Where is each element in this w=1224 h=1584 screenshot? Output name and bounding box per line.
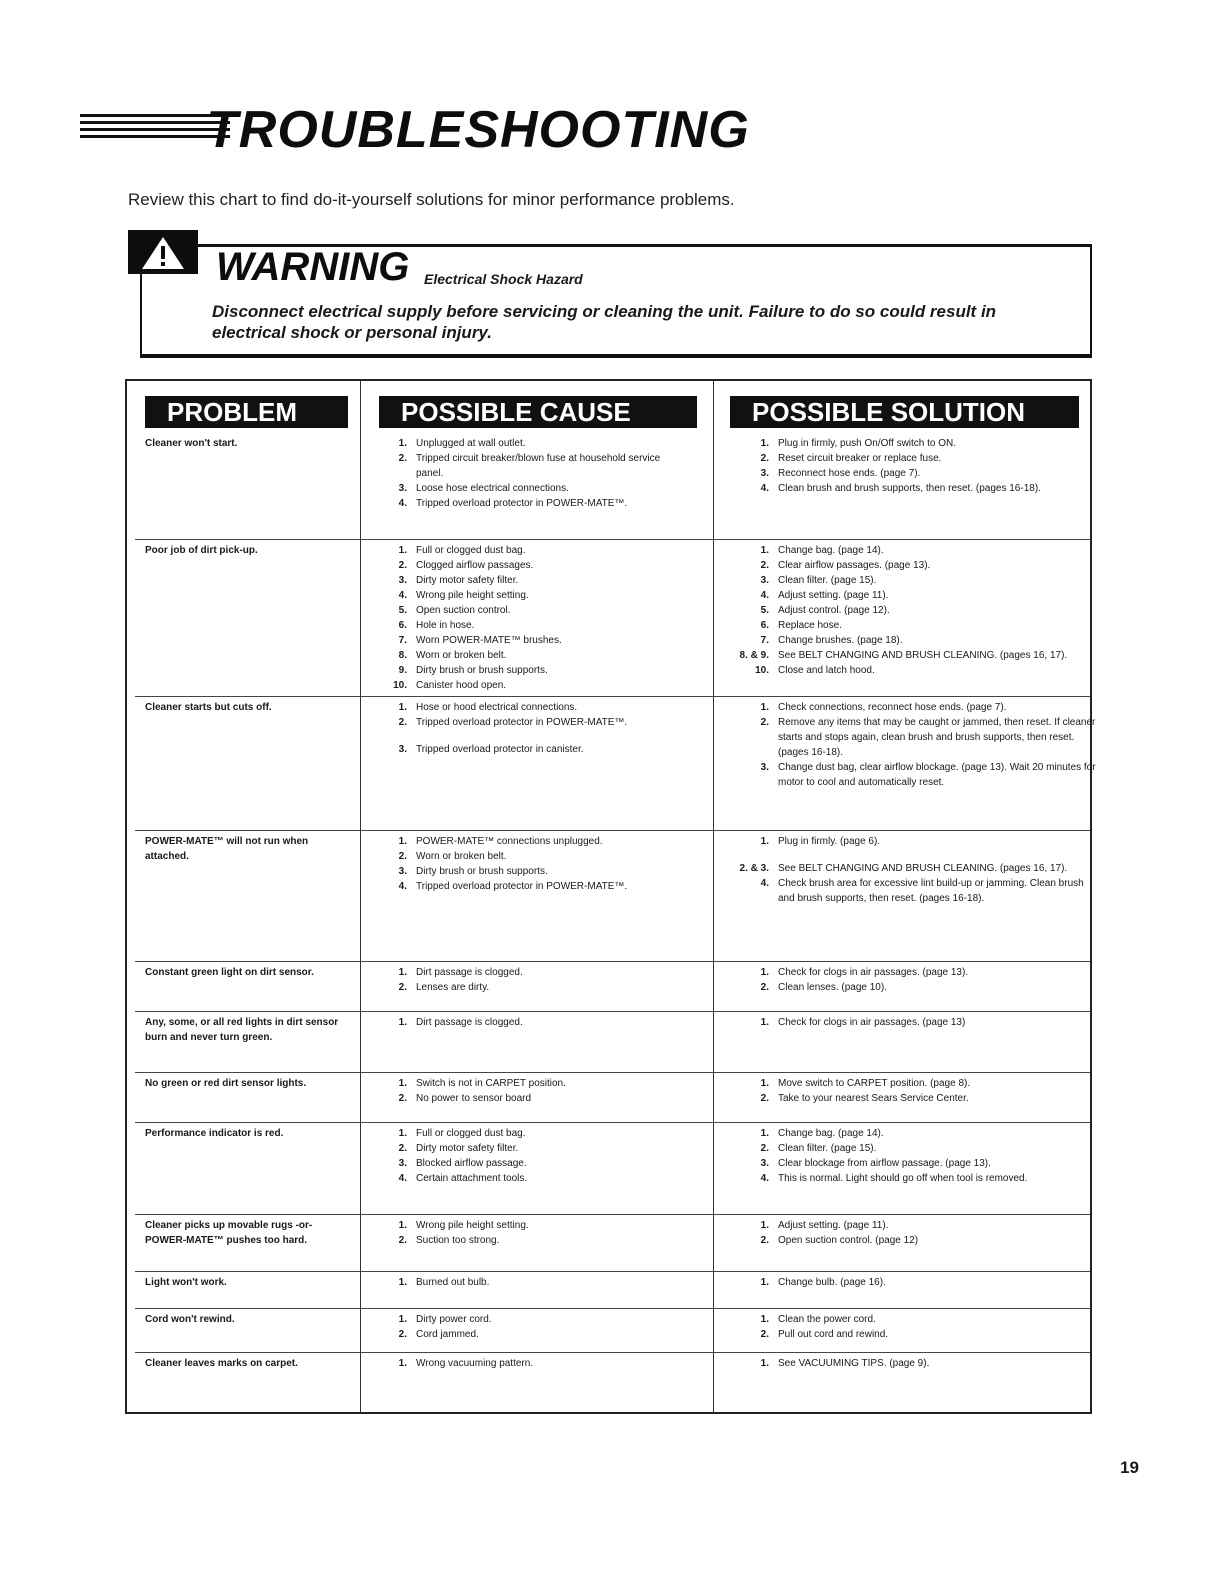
cause-item: [385, 849, 685, 864]
solution-list: [717, 543, 1097, 678]
cause-item: [385, 1015, 685, 1030]
item-number: 3.: [398, 866, 407, 877]
solution-list: [717, 1312, 1097, 1342]
table-row: [127, 831, 1090, 962]
item-text: Clean the power cord.: [778, 1314, 876, 1325]
item-number: 1.: [760, 1220, 769, 1231]
item-number: 6.: [398, 620, 407, 631]
solution-item: [717, 481, 1097, 496]
cause-item: [385, 742, 685, 757]
solution-list: [717, 1076, 1097, 1106]
item-number: 8.: [398, 650, 407, 661]
item-text: Clogged airflow passages.: [416, 560, 534, 571]
solution-item: [717, 663, 1097, 678]
table-row: [127, 540, 1090, 697]
item-number: 5.: [760, 605, 769, 616]
item-text: Move switch to CARPET position. (page 8).: [778, 1078, 971, 1089]
item-text: Tripped overload protector in canister.: [416, 744, 584, 755]
solution-item: [717, 760, 1097, 790]
problem-cell: Performance indicator is red.: [145, 1128, 284, 1139]
item-number: 4.: [760, 483, 769, 494]
item-number: 3.: [760, 762, 769, 773]
item-number: 2.: [760, 453, 769, 464]
item-text: Switch is not in CARPET position.: [416, 1078, 566, 1089]
cause-item: [385, 1126, 685, 1141]
item-text: Dirt passage is clogged.: [416, 967, 523, 978]
intro-text: Review this chart to find do-it-yourself solutions for minor performance problems.: [128, 190, 735, 209]
item-text: Open suction control. (page 12): [778, 1235, 919, 1246]
item-text: Tripped overload protector in POWER-MATE™.: [416, 881, 628, 892]
item-number: 4.: [398, 590, 407, 601]
cause-item: [385, 678, 685, 693]
item-text: Adjust setting. (page 11).: [778, 590, 889, 601]
item-number: 3.: [760, 468, 769, 479]
item-number: 1.: [760, 545, 769, 556]
item-text: Check brush area for excessive lint build-up or jamming. Clean brush and brush supports, then reset. (pages 16-18).: [778, 878, 1084, 904]
cause-item: [385, 1141, 685, 1156]
item-text: Tripped circuit breaker/blown fuse at household service panel.: [416, 453, 661, 479]
table-row: [127, 1309, 1090, 1353]
item-number: 2.: [398, 982, 407, 993]
item-number: 1.: [398, 836, 407, 847]
item-text: Check for clogs in air passages. (page 13).: [778, 967, 969, 978]
item-number: 1.: [398, 545, 407, 556]
solution-list: [717, 834, 1097, 906]
cause-item: [385, 573, 685, 588]
item-text: See BELT CHANGING AND BRUSH CLEANING. (pages 16, 17).: [778, 650, 1068, 661]
cause-item: [385, 588, 685, 603]
item-text: Change bulb. (page 16).: [778, 1277, 886, 1288]
problem-cell: Cleaner starts but cuts off.: [145, 702, 272, 713]
solution-item: [717, 1126, 1097, 1141]
cause-list: [385, 1218, 685, 1248]
item-text: Wrong pile height setting.: [416, 590, 529, 601]
page-title: TROUBLESHOOTING: [206, 101, 750, 159]
solution-item: [717, 1015, 1097, 1030]
solution-item: [717, 1076, 1097, 1091]
item-text: Reconnect hose ends. (page 7).: [778, 468, 921, 479]
header-problem: PROBLEM: [145, 396, 348, 428]
item-number: 3.: [760, 575, 769, 586]
cause-item: [385, 451, 685, 481]
item-number: 1.: [398, 1128, 407, 1139]
solution-item: [717, 618, 1097, 633]
item-number: 4.: [760, 878, 769, 889]
cause-item: [385, 1076, 685, 1091]
solution-item: [717, 1275, 1097, 1290]
solution-item: [717, 1141, 1097, 1156]
warning-triangle-icon: [140, 235, 186, 271]
troubleshooting-table: [125, 379, 1096, 1414]
solution-item: [717, 588, 1097, 603]
item-text: Lenses are dirty.: [416, 982, 490, 993]
item-number: 4.: [398, 1173, 407, 1184]
item-text: Change brushes. (page 18).: [778, 635, 903, 646]
cause-item: [385, 558, 685, 573]
item-number: 1.: [760, 1358, 769, 1369]
problem-cell: Constant green light on dirt sensor.: [145, 967, 314, 978]
cause-list: [385, 965, 685, 995]
cause-list: [385, 834, 685, 894]
item-number: 2.: [398, 1235, 407, 1246]
cause-item: [385, 496, 685, 511]
item-text: Wrong pile height setting.: [416, 1220, 529, 1231]
solution-item: [717, 1312, 1097, 1327]
item-text: Clean filter. (page 15).: [778, 1143, 877, 1154]
warning-body: Disconnect electrical supply before servicing or cleaning the unit. Failure to do so could result in electrical shock or personal injury.: [212, 302, 997, 342]
table-row: [127, 433, 1090, 540]
solution-list: [717, 1015, 1097, 1030]
solution-item: [717, 834, 1097, 849]
item-number: 2.: [398, 717, 407, 728]
item-text: See VACUUMING TIPS. (page 9).: [778, 1358, 930, 1369]
solution-item: [717, 558, 1097, 573]
cause-item: [385, 700, 685, 715]
solution-list: [717, 1218, 1097, 1248]
item-text: Tripped overload protector in POWER-MATE™.: [416, 498, 628, 509]
item-number: 1.: [398, 438, 407, 449]
item-number: 3.: [398, 744, 407, 755]
item-number: 1.: [760, 438, 769, 449]
item-text: Unplugged at wall outlet.: [416, 438, 526, 449]
item-text: Replace hose.: [778, 620, 842, 631]
solution-item: [717, 573, 1097, 588]
problem-cell: Cord won't rewind.: [145, 1314, 235, 1325]
cause-item: [385, 864, 685, 879]
item-number: 2.: [398, 560, 407, 571]
item-number: 1.: [760, 1078, 769, 1089]
cause-list: [385, 1076, 685, 1106]
table-row: [127, 962, 1090, 1012]
item-number: 4.: [760, 590, 769, 601]
cause-item: [385, 834, 685, 849]
item-text: Hose or hood electrical connections.: [416, 702, 578, 713]
table-row: [127, 1073, 1090, 1123]
item-number: 10.: [755, 665, 769, 676]
item-number: 1.: [760, 1017, 769, 1028]
item-text: Dirty power cord.: [416, 1314, 492, 1325]
item-number: 2.: [760, 560, 769, 571]
item-text: Dirty motor safety filter.: [416, 1143, 519, 1154]
item-text: Remove any items that may be caught or jammed, then reset. If cleaner starts and stops again, clean brush and brush supports, then reset. (pages 16-18).: [778, 717, 1096, 758]
item-text: Clean brush and brush supports, then reset. (pages 16-18).: [778, 483, 1041, 494]
item-text: POWER-MATE™ connections unplugged.: [416, 836, 603, 847]
warning-heading: WARNING: [216, 245, 410, 289]
table-row: [127, 1123, 1090, 1215]
item-text: Cord jammed.: [416, 1329, 479, 1340]
cause-list: [385, 1275, 685, 1290]
item-text: Pull out cord and rewind.: [778, 1329, 889, 1340]
item-number: 1.: [398, 1078, 407, 1089]
header-possible-solution: POSSIBLE SOLUTION: [730, 396, 1079, 428]
solution-item: [717, 1091, 1097, 1106]
cause-item: [385, 1218, 685, 1233]
item-text: Dirty brush or brush supports.: [416, 866, 548, 877]
item-number: 1.: [760, 967, 769, 978]
solution-item: [717, 466, 1097, 481]
cause-list: [385, 436, 685, 511]
cause-item: [385, 1171, 685, 1186]
problem-cell: Cleaner picks up movable rugs -or- POWER-MATE™ pushes too hard.: [145, 1220, 313, 1246]
item-text: Dirty brush or brush supports.: [416, 665, 548, 676]
item-text: Worn or broken belt.: [416, 851, 507, 862]
item-text: Check for clogs in air passages. (page 13): [778, 1017, 966, 1028]
item-number: 2.: [760, 1235, 769, 1246]
item-number: 1.: [398, 1314, 407, 1325]
cause-item: [385, 1091, 685, 1106]
item-text: Clean lenses. (page 10).: [778, 982, 887, 993]
item-text: Dirt passage is clogged.: [416, 1017, 523, 1028]
item-number: 1.: [398, 1358, 407, 1369]
cause-item: [385, 618, 685, 633]
cause-item: [385, 1275, 685, 1290]
item-text: Suction too strong.: [416, 1235, 500, 1246]
item-text: Canister hood open.: [416, 680, 507, 691]
item-number: 2.: [760, 982, 769, 993]
problem-cell: Light won't work.: [145, 1277, 227, 1288]
item-text: Clear blockage from airflow passage. (page 13).: [778, 1158, 991, 1169]
cause-item: [385, 633, 685, 648]
item-number: 1.: [760, 1314, 769, 1325]
item-number: 6.: [760, 620, 769, 631]
item-number: 5.: [398, 605, 407, 616]
item-number: 1.: [398, 702, 407, 713]
problem-cell: No green or red dirt sensor lights.: [145, 1078, 307, 1089]
cause-list: [385, 1312, 685, 1342]
item-text: Adjust control. (page 12).: [778, 605, 890, 616]
cause-item: [385, 436, 685, 451]
table-row: [127, 697, 1096, 831]
item-number: 10.: [393, 680, 407, 691]
item-text: Worn or broken belt.: [416, 650, 507, 661]
cause-item: [385, 481, 685, 496]
item-text: Open suction control.: [416, 605, 511, 616]
solution-item: [717, 436, 1097, 451]
item-number: 4.: [398, 881, 407, 892]
solution-item: [717, 543, 1097, 558]
warning-subheading: Electrical Shock Hazard: [424, 271, 583, 287]
solution-list: [717, 700, 1097, 790]
item-text: Change bag. (page 14).: [778, 1128, 884, 1139]
item-text: Burned out bulb.: [416, 1277, 490, 1288]
cause-item: [385, 648, 685, 663]
table-row: [127, 1272, 1090, 1309]
item-number: 7.: [398, 635, 407, 646]
item-number: 3.: [398, 575, 407, 586]
item-number: 1.: [760, 836, 769, 847]
cause-item: [385, 663, 685, 678]
item-text: Change dust bag, clear airflow blockage. (page 13). Wait 20 minutes for motor to cool and automatically reset.: [778, 762, 1096, 788]
solution-item: [717, 1218, 1097, 1233]
item-number: 2.: [760, 1329, 769, 1340]
problem-cell: Cleaner won't start.: [145, 438, 238, 449]
item-number: 2. & 3.: [739, 863, 769, 874]
solution-item: [717, 861, 1097, 876]
solution-item: [717, 700, 1097, 715]
cause-item: [385, 715, 685, 730]
item-number: 7.: [760, 635, 769, 646]
item-text: Worn POWER-MATE™ brushes.: [416, 635, 562, 646]
cause-list: [385, 1015, 685, 1030]
item-text: Hole in hose.: [416, 620, 475, 631]
solution-list: [717, 1275, 1097, 1290]
solution-item: [717, 1356, 1097, 1371]
cause-list: [385, 700, 685, 757]
problem-cell: Poor job of dirt pick-up.: [145, 545, 258, 556]
item-number: 1.: [760, 1128, 769, 1139]
problem-cell: Any, some, or all red lights in dirt sensor burn and never turn green.: [145, 1017, 339, 1043]
solution-item: [717, 980, 1097, 995]
solution-item: [717, 965, 1097, 980]
solution-item: [717, 648, 1097, 663]
warning-icon-block: [128, 230, 198, 274]
item-number: 1.: [398, 967, 407, 978]
item-text: Full or clogged dust bag.: [416, 1128, 526, 1139]
solution-list: [717, 436, 1097, 496]
item-text: See BELT CHANGING AND BRUSH CLEANING. (pages 16, 17).: [778, 863, 1068, 874]
item-text: Adjust setting. (page 11).: [778, 1220, 889, 1231]
solution-item: [717, 1171, 1097, 1186]
solution-item: [717, 603, 1097, 618]
item-text: Clear airflow passages. (page 13).: [778, 560, 931, 571]
cause-list: [385, 543, 685, 693]
table-row: [127, 1215, 1090, 1272]
item-text: Close and latch hood.: [778, 665, 875, 676]
item-text: Plug in firmly, push On/Off switch to ON.: [778, 438, 957, 449]
cause-item: [385, 1356, 685, 1371]
solution-item: [717, 633, 1097, 648]
problem-cell: Cleaner leaves marks on carpet.: [145, 1358, 298, 1369]
item-number: 2.: [760, 717, 769, 728]
problem-cell: POWER-MATE™ will not run when attached.: [145, 836, 309, 862]
item-number: 3.: [760, 1158, 769, 1169]
solution-list: [717, 1356, 1097, 1371]
item-text: Check connections, reconnect hose ends. (page 7).: [778, 702, 1007, 713]
solution-list: [717, 965, 1097, 995]
solution-item: [717, 451, 1097, 466]
cause-list: [385, 1126, 685, 1186]
cause-item: [385, 1327, 685, 1342]
cause-item: [385, 543, 685, 558]
cause-item: [385, 1312, 685, 1327]
item-text: Wrong vacuuming pattern.: [416, 1358, 534, 1369]
item-number: 4.: [760, 1173, 769, 1184]
item-number: 8. & 9.: [739, 650, 769, 661]
item-number: 1.: [760, 702, 769, 713]
cause-item: [385, 1156, 685, 1171]
item-text: Loose hose electrical connections.: [416, 483, 569, 494]
item-text: Take to your nearest Sears Service Center.: [778, 1093, 969, 1104]
item-text: Clean filter. (page 15).: [778, 575, 877, 586]
header-possible-cause: POSSIBLE CAUSE: [379, 396, 697, 428]
item-number: 4.: [398, 498, 407, 509]
title-block: [74, 100, 774, 170]
solution-list: [717, 1126, 1097, 1186]
item-number: 2.: [398, 1329, 407, 1340]
item-number: 3.: [398, 483, 407, 494]
solution-item: [717, 876, 1097, 906]
item-text: Blocked airflow passage.: [416, 1158, 527, 1169]
item-text: Reset circuit breaker or replace fuse.: [778, 453, 942, 464]
solution-item: [717, 1233, 1097, 1248]
cause-item: [385, 603, 685, 618]
item-number: 2.: [760, 1093, 769, 1104]
page-number: 19: [1120, 1458, 1139, 1477]
item-text: Full or clogged dust bag.: [416, 545, 526, 556]
item-number: 2.: [398, 851, 407, 862]
cause-list: [385, 1356, 685, 1371]
item-number: 1.: [398, 1017, 407, 1028]
cause-item: [385, 879, 685, 894]
table-row: [127, 1353, 1090, 1412]
item-text: Change bag. (page 14).: [778, 545, 884, 556]
solution-item: [717, 1156, 1097, 1171]
item-number: 2.: [760, 1143, 769, 1154]
cause-item: [385, 980, 685, 995]
item-text: Tripped overload protector in POWER-MATE™.: [416, 717, 628, 728]
solution-item: [717, 715, 1097, 760]
cause-item: [385, 1233, 685, 1248]
item-text: Certain attachment tools.: [416, 1173, 528, 1184]
table-row: [127, 1012, 1090, 1073]
item-text: This is normal. Light should go off when tool is removed.: [778, 1173, 1028, 1184]
cause-item: [385, 965, 685, 980]
item-number: 1.: [398, 1277, 407, 1288]
item-text: Dirty motor safety filter.: [416, 575, 519, 586]
item-number: 1.: [398, 1220, 407, 1231]
item-number: 2.: [398, 453, 407, 464]
item-number: 9.: [398, 665, 407, 676]
item-number: 3.: [398, 1158, 407, 1169]
item-number: 1.: [760, 1277, 769, 1288]
item-text: Plug in firmly. (page 6).: [778, 836, 881, 847]
solution-item: [717, 1327, 1097, 1342]
item-text: No power to sensor board: [416, 1093, 532, 1104]
item-number: 2.: [398, 1093, 407, 1104]
item-number: 2.: [398, 1143, 407, 1154]
